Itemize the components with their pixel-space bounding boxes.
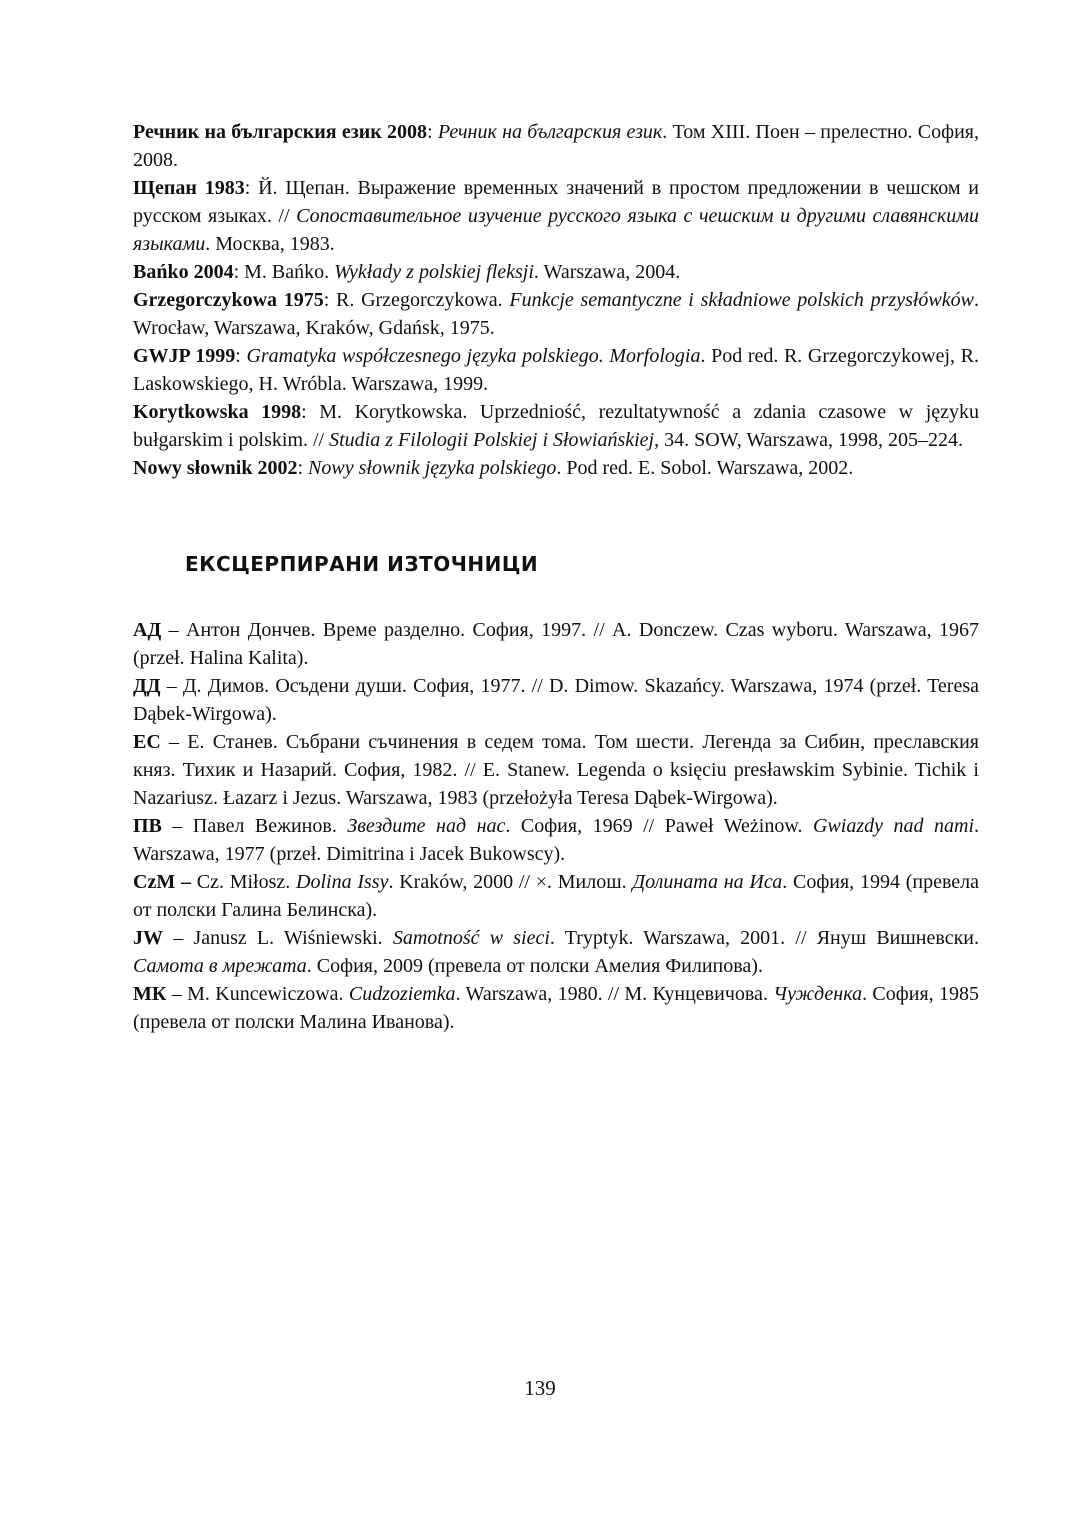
references-list: [133, 118, 979, 482]
entry-title: Dolina Issy: [296, 871, 389, 893]
entry-key: Щепан 1983: [133, 177, 245, 199]
page-body: [133, 118, 979, 1036]
source-entry: [133, 924, 979, 980]
entry-key: Grzegorczykowa 1975: [133, 289, 324, 311]
entry-text: – Janusz L. Wiśniewski.: [163, 927, 393, 949]
entry-title: Samotność w sieci: [392, 927, 550, 949]
entry-text: . Warszawa, 1980. // М. Кунцевичова.: [455, 983, 774, 1005]
entry-text: : R. Grzegorczykowa.: [323, 289, 510, 311]
entry-text: . София, 1985 (превела от полски Малина Иванова).: [133, 983, 979, 1033]
entry-title: Сопоставительное изучение русского языка с чешским и другими славянскими языками: [133, 205, 979, 255]
entry-key: Nowy słownik 2002: [133, 457, 298, 479]
entry-text: :: [235, 345, 247, 367]
source-entry: [133, 812, 979, 868]
entry-text: . Warszawa, 2004.: [533, 261, 681, 283]
entry-text: , 34. SOW, Warszawa, 1998, 205–224.: [654, 429, 964, 451]
entry-title: Nowy słownik języka polskiego: [308, 457, 557, 479]
reference-entry: [133, 174, 979, 258]
entry-text: : M. Bańko.: [233, 261, 335, 283]
entry-key: ЕС: [133, 731, 161, 753]
entry-text: – Павел Вежинов.: [161, 815, 348, 837]
entry-key: Bańko 2004: [133, 261, 234, 283]
entry-text: : Й. Щепан. Выражение временных значений в простом предложении в чешском и русском языках. //: [133, 177, 979, 227]
entry-text: . София, 1969 // Paweł Weżinow.: [505, 815, 813, 837]
entry-title: Долината на Иса: [632, 871, 783, 893]
entry-text: . София, 2009 (превела от полски Амелия Филипова).: [306, 955, 763, 977]
entry-title: Чужденка: [773, 983, 863, 1005]
reference-entry: [133, 454, 979, 482]
entry-text: – Д. Димов. Осъдени души. София, 1977. // D. Dimow. Skazańcy. Warszawa, 1974 (przeł. Teresa Dąbek-Wirgowa).: [133, 675, 979, 725]
entry-title: Звездите над нас: [347, 815, 506, 837]
source-entry: [133, 868, 979, 924]
entry-title: Самота в мрежата: [133, 955, 307, 977]
page-number: 139: [524, 1376, 556, 1400]
entry-text: :: [427, 121, 438, 143]
entry-text: . Москва, 1983.: [205, 233, 335, 255]
entry-title: Wykłady z polskiej fleksji: [334, 261, 534, 283]
entry-text: :: [297, 457, 309, 479]
reference-entry: [133, 286, 979, 342]
entry-title: Funkcje semantyczne i składniowe polskich przysłówków: [509, 289, 974, 311]
entry-key: Речник на българския език 2008: [133, 121, 428, 143]
entry-text: – M. Kuncewiczowa.: [166, 983, 349, 1005]
reference-entry: [133, 398, 979, 454]
source-entry: [133, 980, 979, 1036]
entry-text: . Pod red. R. Grzegorczykowej, R. Laskowskiego, H. Wróbla. Warszawa, 1999.: [133, 345, 980, 395]
reference-entry: [133, 118, 979, 174]
entry-text: . Warszawa, 1977 (przeł. Dimitrina i Jacek Bukowscy).: [133, 815, 980, 865]
entry-title: Gramatyka współczesnego języka polskiego. Morfologia: [246, 345, 701, 367]
entry-text: . Pod red. E. Sobol. Warszawa, 2002.: [556, 457, 854, 479]
entry-key: АД: [133, 619, 162, 641]
entry-key: CzM –: [133, 871, 191, 893]
entry-key: ПВ: [133, 815, 162, 837]
entry-text: . Kraków, 2000 // ×. Милош.: [388, 871, 633, 893]
entry-title: Cudzoziemka: [348, 983, 456, 1005]
entry-key: ДД: [133, 675, 161, 697]
entry-text: Cz. Miłosz.: [190, 871, 297, 893]
sources-list: [133, 616, 979, 1036]
section-heading: ЕКСЦЕРПИРАНИ ИЗТОЧНИЦИ: [185, 552, 539, 576]
entry-text: . Wrocław, Warszawa, Kraków, Gdańsk, 1975.: [133, 289, 979, 339]
entry-title: Речник на българския език: [437, 121, 663, 143]
entry-key: GWJP 1999: [133, 345, 236, 367]
entry-text: . Tryptyk. Warszawa, 2001. // Януш Вишневски.: [549, 927, 979, 949]
entry-text: . Том XIII. Поен – прелестно. София, 2008.: [133, 121, 980, 171]
entry-text: – Е. Станев. Събрани съчинения в седем тома. Том шести. Легенда за Сибин, преславския княз. Тихик и Назарий. София, 1982. // E. Stanew. Legenda o księciu presławskim Sybinie. Tichik i Nazariusz. Łazarz i Jezus. Warszawa, 1983 (przełożyła Teresa Dąbek-Wirgowa).: [133, 731, 979, 809]
entry-text: – Антон Дончев. Време разделно. София, 1997. // A. Donczew. Czas wyboru. Warszawa, 1967 (przeł. Halina Kalita).: [133, 619, 979, 669]
reference-entry: [133, 258, 979, 286]
entry-key: МК: [133, 983, 167, 1005]
source-entry: [133, 728, 979, 812]
entry-title: Gwiazdy nad nami: [813, 815, 975, 837]
source-entry: [133, 672, 979, 728]
entry-text: : M. Korytkowska. Uprzedniość, rezultatywność a zdania czasowe w języku bułgarskim i polskim. //: [133, 401, 979, 451]
entry-text: . София, 1994 (превела от полски Галина Белинска).: [133, 871, 979, 921]
entry-key: JW: [133, 927, 163, 949]
source-entry: [133, 616, 979, 672]
entry-title: Studia z Filologii Polskiej i Słowiańskiej: [329, 429, 655, 451]
entry-key: Korytkowska 1998: [133, 401, 302, 423]
reference-entry: [133, 342, 979, 398]
